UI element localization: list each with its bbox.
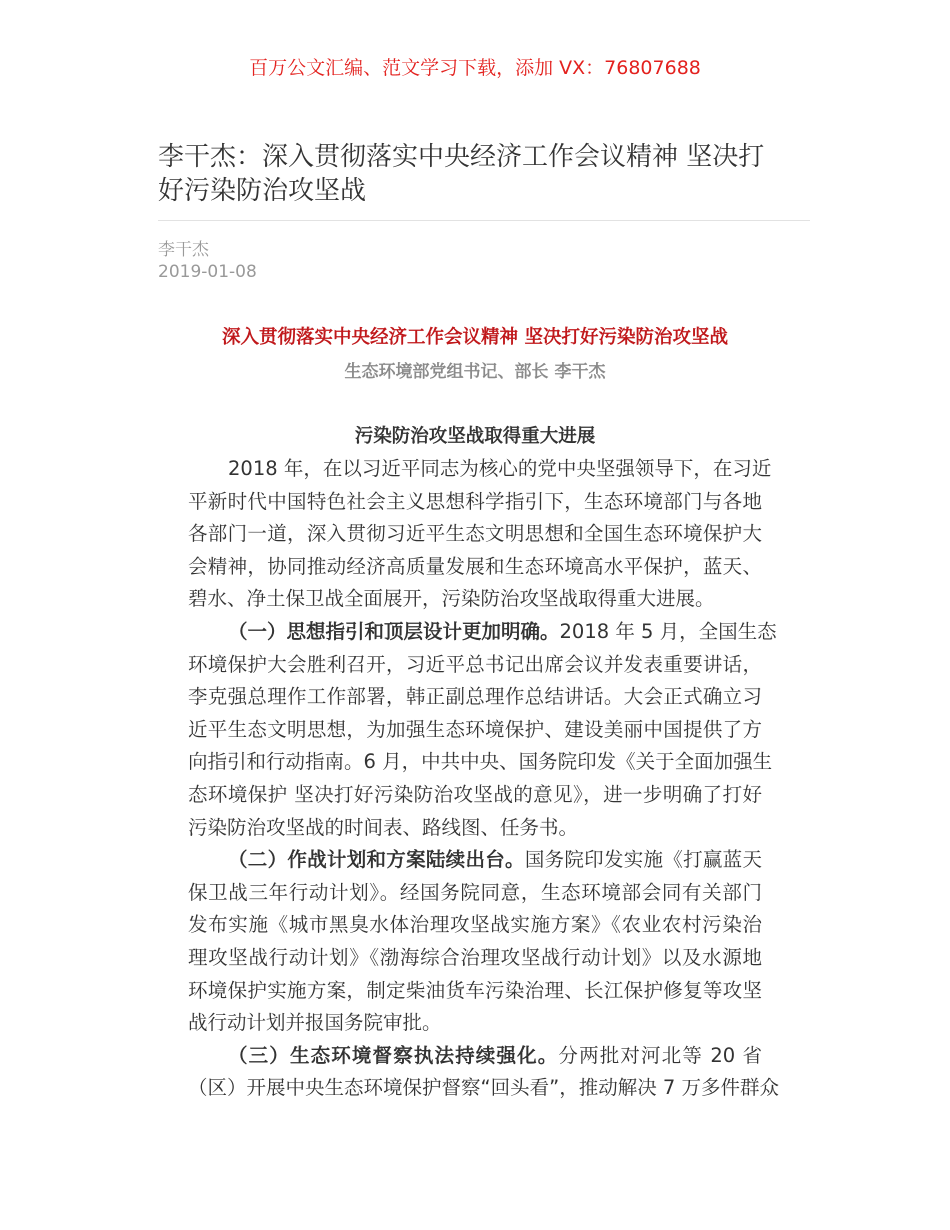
paragraph-text: 2018 年，在以习近平同志为核心的党中央坚强领导下，在习近 xyxy=(228,457,772,480)
paragraph-line xyxy=(188,1072,780,1105)
paragraph-line xyxy=(188,714,762,747)
paragraph-text: 分两批对河北等 20 省 xyxy=(558,1043,762,1067)
paragraph xyxy=(188,844,762,1040)
paragraph-lead: （二）作战计划和方案陆续出台。 xyxy=(228,848,525,872)
content-subheading: 生态环境部党组书记、部长 李干杰 xyxy=(344,362,606,382)
paragraph-lead: （三）生态环境督察执法持续强化。 xyxy=(228,1043,559,1067)
paragraph-text: 战行动计划并报国务院审批。 xyxy=(188,1011,442,1035)
article-body xyxy=(188,453,780,1105)
paragraph-line xyxy=(188,583,762,616)
paragraph-text: 各部门一道，深入贯彻习近平生态文明思想和全国生态环境保护大 xyxy=(188,522,762,546)
paragraph-text: 国务院印发实施《打赢蓝天 xyxy=(524,848,762,872)
paragraph-line xyxy=(188,681,762,714)
divider xyxy=(158,220,810,221)
paragraph-text: 保卫战三年行动计划》。经国务院同意，生态环境部会同有关部门 xyxy=(188,880,762,904)
paragraph-line xyxy=(188,909,762,942)
paragraph-text: 李克强总理作工作部署，韩正副总理作总结讲话。大会正式确立习 xyxy=(188,685,762,709)
paragraph-line xyxy=(188,975,762,1008)
paragraph-text: 碧水、净土保卫战全面展开，污染防治攻坚战取得重大进展。 xyxy=(188,587,715,611)
paragraph-text: 近平生态文明思想，为加强生态环境保护、建设美丽中国提供了方 xyxy=(188,717,762,741)
paragraph-text: 向指引和行动指南。6 月，中共中央、国务院印发《关于全面加强生 xyxy=(188,750,773,774)
title-line: 李干杰：深入贯彻落实中央经济工作会议精神 坚决打 xyxy=(158,142,765,172)
paragraph-line xyxy=(188,616,777,649)
article-date: 2019-01-08 xyxy=(158,262,257,282)
paragraph-text: 环境保护实施方案，制定柴油货车污染治理、长江保护修复等攻坚 xyxy=(188,978,762,1002)
paragraph-line xyxy=(188,486,762,519)
paragraph-line xyxy=(188,779,762,812)
paragraph-line xyxy=(188,942,762,975)
section-heading: 污染防治攻坚战取得重大进展 xyxy=(354,426,596,447)
paragraph-line xyxy=(188,1007,762,1040)
article-title xyxy=(158,140,798,208)
paragraph-text: 会精神，协同推动经济高质量发展和生态环境高水平保护，蓝天、 xyxy=(188,554,762,578)
article-author: 李干杰 xyxy=(158,240,209,260)
paragraph-text: 污染防治攻坚战的时间表、路线图、任务书。 xyxy=(188,815,579,839)
paragraph-line xyxy=(188,649,762,682)
content-heading: 深入贯彻落实中央经济工作会议精神 坚决打好污染防治攻坚战 xyxy=(222,327,728,348)
paragraph-line xyxy=(188,812,762,845)
watermark-banner: 百万公文汇编、范文学习下载，添加 VX：76807688 xyxy=(249,57,701,79)
paragraph xyxy=(188,616,777,844)
paragraph-line xyxy=(188,844,762,877)
paragraph-text: 态环境保护 坚决打好污染防治攻坚战的意见》，进一步明确了打好 xyxy=(188,782,762,806)
paragraph-line xyxy=(188,518,762,551)
paragraph xyxy=(188,1040,780,1105)
paragraph-line xyxy=(188,1040,762,1073)
paragraph-line xyxy=(188,877,762,910)
paragraph-text: 理攻坚战行动计划》《渤海综合治理攻坚战行动计划》以及水源地 xyxy=(188,945,762,969)
paragraph xyxy=(188,453,772,616)
paragraph-text: 2018 年 5 月，全国生态 xyxy=(559,619,777,643)
paragraph-text: 发布实施《城市黑臭水体治理攻坚战实施方案》《农业农村污染治 xyxy=(188,913,762,937)
paragraph-lead: （一）思想指引和顶层设计更加明确。 xyxy=(228,619,560,643)
paragraph-line xyxy=(188,746,773,779)
paragraph-line xyxy=(188,453,772,486)
title-line: 好污染防治攻坚战 xyxy=(158,176,367,206)
paragraph-text: 环境保护大会胜利召开，习近平总书记出席会议并发表重要讲话， xyxy=(188,652,762,676)
paragraph-text: 平新时代中国特色社会主义思想科学指引下，生态环境部门与各地 xyxy=(188,489,762,513)
paragraph-line xyxy=(188,551,762,584)
paragraph-text: （区）开展中央生态环境保护督察“回头看”，推动解决 7 万多件群众 xyxy=(188,1076,780,1100)
